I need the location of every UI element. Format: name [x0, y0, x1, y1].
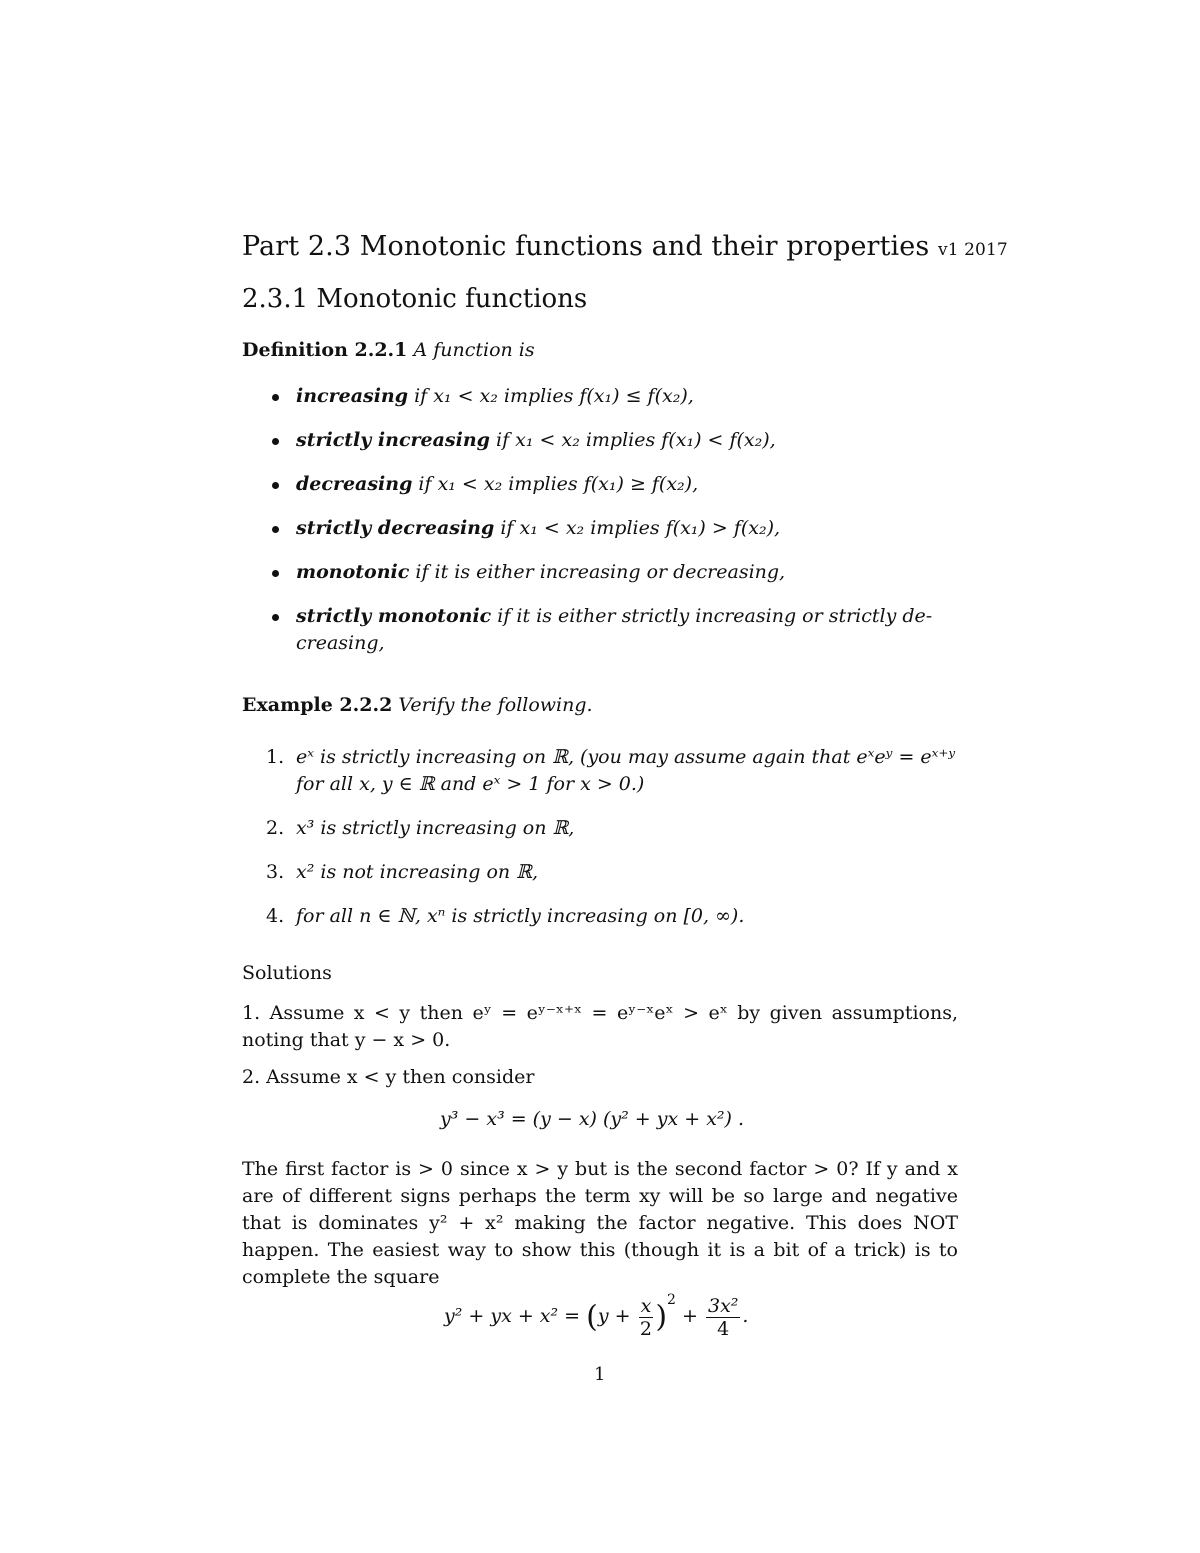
section-heading: 2.3.1 Monotonic functions — [242, 284, 588, 314]
equation-complete-square — [444, 1292, 748, 1340]
bullet-icon — [272, 570, 279, 577]
definition-label: Definition 2.2.1 — [242, 339, 408, 361]
item-number: 1. — [266, 746, 285, 768]
definition-term: increasing — [296, 385, 409, 407]
definition-text: if it is either increasing or decreasing, — [409, 561, 786, 583]
fraction-denominator: 4 — [717, 1317, 730, 1340]
definition-list — [270, 383, 960, 674]
definition-item — [270, 603, 960, 657]
fraction-numerator: 3x² — [707, 1294, 739, 1317]
solution-paragraph-1: 1. Assume x < y then eʸ = eʸ⁻ˣ⁺ˣ = eʸ⁻ˣeˣ > eˣ by given assumptions, noting that y − x > 0. — [242, 1002, 958, 1051]
version-label: v1 2017 — [937, 240, 1008, 260]
eq2-paren-open: ( — [586, 1299, 598, 1335]
fraction-denominator: 2 — [639, 1317, 653, 1340]
bullet-icon — [272, 438, 279, 445]
definition-term: strictly decreasing — [296, 517, 495, 539]
solutions-heading: Solutions — [242, 962, 332, 984]
example-label: Example 2.2.2 — [242, 694, 393, 716]
page-number: 1 — [594, 1364, 606, 1385]
example-heading — [242, 694, 593, 716]
eq2-left: y² + yx + x² = — [444, 1305, 581, 1327]
eq2-paren-close: ) — [655, 1299, 668, 1335]
eq2-period: . — [742, 1305, 749, 1327]
fraction-numerator: x — [640, 1294, 652, 1317]
definition-item — [270, 559, 960, 586]
example-item — [266, 815, 966, 842]
item-text: x³ is strictly increasing on ℝ, — [296, 817, 575, 839]
definition-term: strictly monotonic — [296, 605, 492, 627]
solution-paragraph-3: The first factor is > 0 since x > y but is the second factor > 0? If y and x are of different signs perhaps the term xy will be so large and negative that is dominates y² + x² making the factor negative. This does NOT happen. The easiest way to show this (though it is a bit of a trick) is to complete the square — [242, 1158, 958, 1288]
bullet-icon — [272, 614, 279, 621]
example-item — [266, 744, 966, 798]
solution-paragraph-2: 2. Assume x < y then consider — [242, 1066, 535, 1088]
definition-term: strictly increasing — [296, 429, 490, 451]
eq2-plus: + — [682, 1305, 698, 1327]
definition-text: if x₁ < x₂ implies f(x₁) ≥ f(x₂), — [412, 473, 699, 495]
page-title — [242, 231, 1008, 262]
definition-text: if it is either strictly increasing or strictly de-creasing, — [296, 605, 933, 654]
bullet-icon — [272, 394, 279, 401]
definition-item — [270, 471, 960, 498]
item-number: 4. — [266, 905, 285, 927]
item-number: 2. — [266, 817, 285, 839]
fraction-3x2-over-4 — [706, 1295, 740, 1340]
equation-difference-of-cubes: y³ − x³ = (y − x) (y² + yx + x²) . — [440, 1108, 745, 1130]
item-number: 3. — [266, 861, 285, 883]
definition-term: decreasing — [296, 473, 413, 495]
definition-item — [270, 515, 960, 542]
item-text: for all n ∈ ℕ, xⁿ is strictly increasing on [0, ∞). — [296, 905, 745, 927]
example-item — [266, 859, 966, 886]
definition-text: if x₁ < x₂ implies f(x₁) > f(x₂), — [494, 517, 781, 539]
title-text: Part 2.3 Monotonic functions and their properties — [242, 231, 930, 262]
example-item — [266, 903, 966, 930]
example-intro: Verify the following. — [398, 694, 593, 716]
definition-heading — [242, 339, 535, 361]
bullet-icon — [272, 526, 279, 533]
example-list — [266, 744, 966, 947]
definition-item — [270, 427, 960, 454]
definition-text: if x₁ < x₂ implies f(x₁) ≤ f(x₂), — [408, 385, 694, 407]
eq2-square: 2 — [667, 1292, 676, 1308]
eq2-y-plus: y + — [597, 1305, 631, 1327]
fraction-x-over-2 — [639, 1295, 654, 1340]
definition-intro: A function is — [413, 339, 535, 361]
definition-term: monotonic — [296, 561, 410, 583]
definition-item — [270, 383, 960, 410]
item-text: x² is not increasing on ℝ, — [296, 861, 539, 883]
bullet-icon — [272, 482, 279, 489]
item-text: eˣ is strictly increasing on ℝ, (you may assume again that eˣeʸ = eˣ⁺ʸ for all x, y ∈ ℝ and eˣ > 1 for x > 0.) — [296, 746, 956, 795]
definition-text: if x₁ < x₂ implies f(x₁) < f(x₂), — [489, 429, 776, 451]
